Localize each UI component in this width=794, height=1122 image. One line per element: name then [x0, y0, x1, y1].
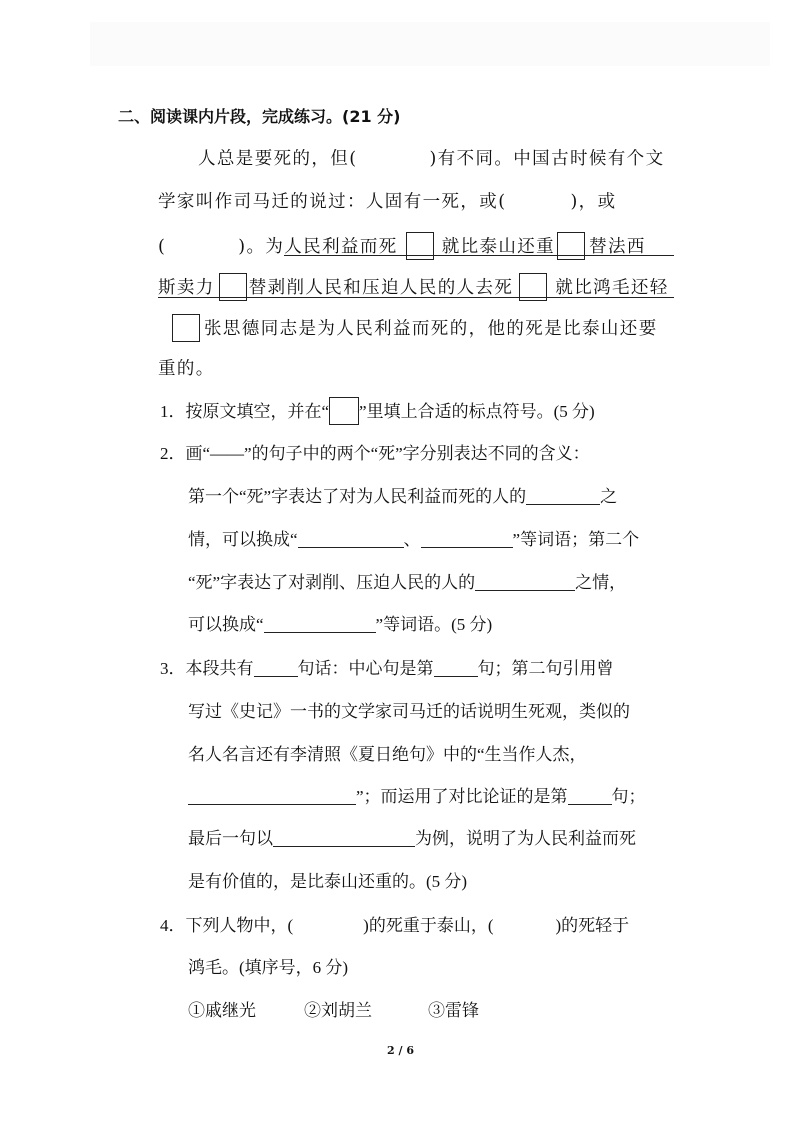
q3-blank-3[interactable]	[188, 786, 356, 805]
punct-box-5[interactable]	[172, 314, 200, 342]
question-3-line-2: 写过《史记》一书的文学家司马迁的话说明生死观，类似的	[188, 702, 630, 721]
option-3: ③雷锋	[428, 1001, 479, 1020]
question-3-line-1: 3．本段共有 句话：中心句是第 句；第二句引用曾	[160, 659, 614, 678]
passage-line-5: 张思德同志是为人民利益而死的，他的死是比泰山还要	[172, 314, 658, 340]
q2-blank-4[interactable]	[475, 572, 575, 591]
question-2-line-5: 可以换成“ ”等词语。(5 分)	[188, 615, 493, 634]
passage-line-2: 学家叫作司马迁的说过：人固有一死，或( )，或	[158, 192, 617, 212]
question-3-line-4: ”；而运用了对比论证的是第 句；	[188, 784, 646, 810]
question-2-line-1: 2．画“——”的句子中的两个“死”字分别表达不同的含义：	[160, 444, 590, 463]
question-4-line-1: 4．下列人物中，( )的死重于泰山，( )的死轻于	[160, 916, 630, 935]
q3-blank-1[interactable]	[254, 658, 298, 677]
passage-line-6: 重的。	[158, 359, 215, 379]
option-2: ②刘胡兰	[304, 1001, 372, 1020]
q2-blank-3[interactable]	[421, 529, 513, 548]
question-1: 1．按原文填空，并在“ ”里填上合适的标点符号。(5 分)	[160, 397, 595, 423]
page-number: 2 / 6	[387, 1044, 414, 1057]
q3-blank-2[interactable]	[434, 658, 478, 677]
passage-line-4: 斯卖力 替剥削人民和压迫人民的人去死 就比鸿毛还轻	[158, 273, 669, 299]
q2-blank-5[interactable]	[264, 614, 376, 633]
question-3-line-5: 最后一句以 为例，说明了为人民利益而死	[188, 829, 636, 848]
section-title: 二、阅读课内片段，完成练习。(21 分)	[118, 107, 401, 126]
passage-line-1: 人总是要死的，但( )有不同。中国古时候有个文	[198, 149, 665, 169]
question-4-options	[188, 998, 479, 1024]
passage-line-3: ( )。为人民利益而死 就比泰山还重 替法西	[158, 232, 646, 258]
option-1: ①戚继光	[188, 1001, 256, 1020]
q2-blank-2[interactable]	[298, 529, 404, 548]
header-band	[90, 22, 770, 66]
question-3-line-3: 名人名言还有李清照《夏日绝句》中的“生当作人杰，	[188, 745, 587, 764]
q3-blank-5[interactable]	[273, 828, 415, 847]
question-2-line-4: “死”字表达了对剥削、压迫人民的人的 之情，	[188, 573, 627, 592]
q1-example-box	[329, 397, 359, 425]
question-2-line-2: 第一个“死”字表达了对为人民利益而死的人的 之	[188, 487, 618, 506]
underline-sentence-2	[158, 297, 674, 298]
question-4-line-2: 鸿毛。(填序号，6 分)	[188, 958, 349, 977]
q2-blank-1[interactable]	[526, 486, 600, 505]
question-2-line-3: 情，可以换成“ 、 ”等词语；第二个	[188, 530, 640, 549]
question-3-line-6: 是有价值的，是比泰山还重的。(5 分)	[188, 872, 468, 891]
underline-sentence-1	[284, 255, 674, 256]
q3-blank-4[interactable]	[568, 786, 612, 805]
